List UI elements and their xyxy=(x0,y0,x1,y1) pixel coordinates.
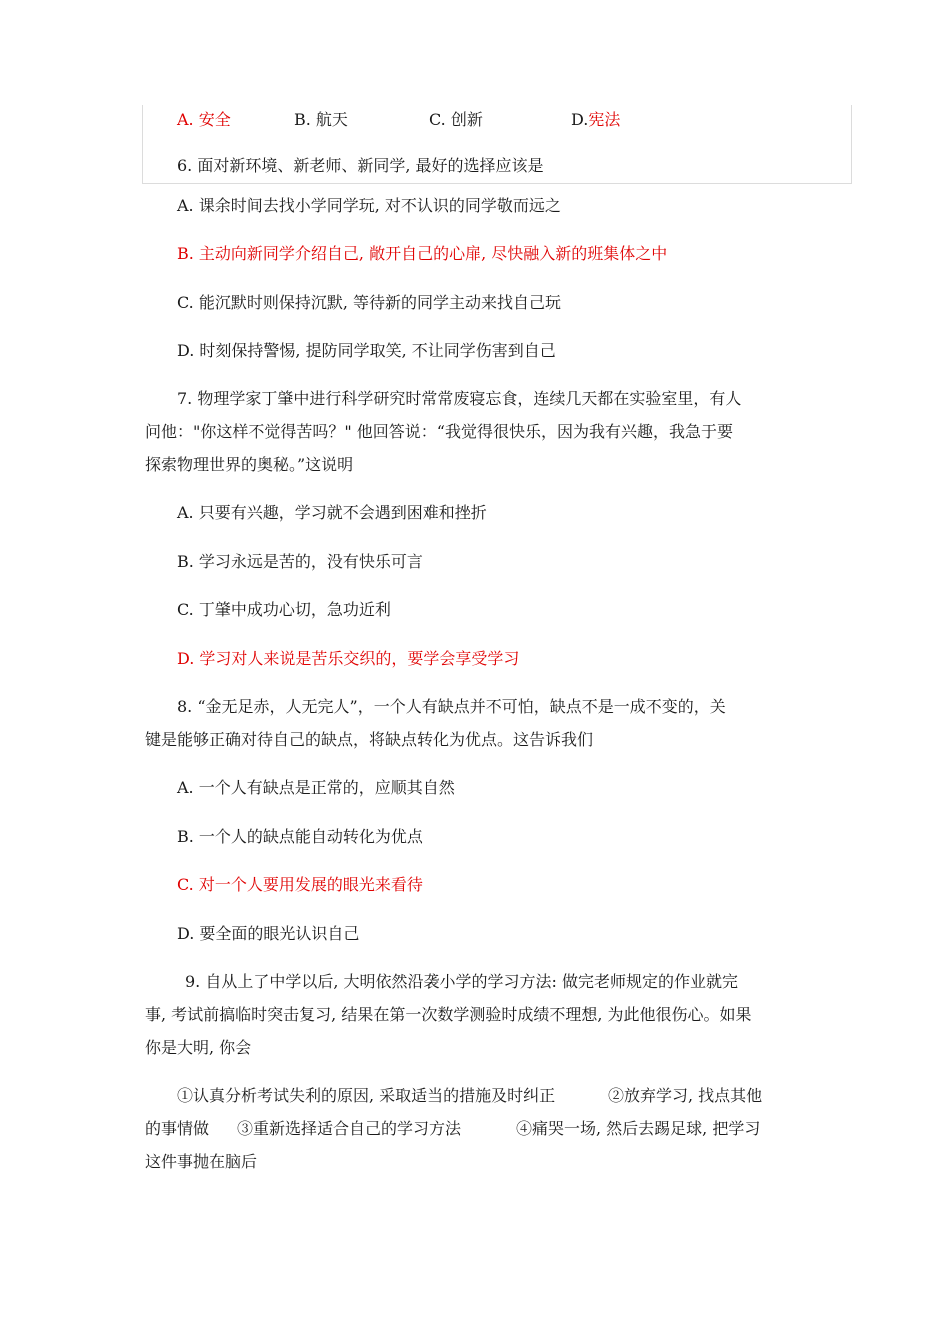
q7-option-a: A. 只要有兴趣，学习就不会遇到困难和挫折 xyxy=(177,503,487,522)
q7-option-d: D. 学习对人来说是苦乐交织的，要学会享受学习 xyxy=(177,649,520,668)
q6-stem: 6. 面对新环境、新老师、新同学, 最好的选择应该是 xyxy=(177,156,544,175)
q5-option-b: B. 航天 xyxy=(294,110,348,129)
q6-option-c: C. 能沉默时则保持沉默, 等待新的同学主动来找自己玩 xyxy=(177,293,562,312)
q5-option-d xyxy=(571,110,620,130)
q9-stem-line-1: 9. 自从上了中学以后, 大明依然沿袭小学的学习方法: 做完老师规定的作业就完 xyxy=(185,972,739,991)
q5-option-c: C. 创新 xyxy=(429,110,483,129)
q9-item-4-start: ④痛哭一场, 然后去踢足球, 把学习 xyxy=(516,1119,761,1138)
q5-option-a: A. 安全 xyxy=(177,110,231,129)
q8-stem-line-1: 8. “金无足赤，人无完人”，一个人有缺点并不可怕，缺点不是一成不变的，关 xyxy=(177,697,726,716)
q9-stem-line-3: 你是大明, 你会 xyxy=(145,1038,252,1057)
q7-stem-line-3: 探索物理世界的奥秘。”这说明 xyxy=(145,455,354,474)
q9-item-1: ①认真分析考试失利的原因, 采取适当的措施及时纠正 xyxy=(177,1086,556,1105)
q6-option-d: D. 时刻保持警惕, 提防同学取笑, 不让同学伤害到自己 xyxy=(177,341,556,360)
q8-stem-line-2: 键是能够正确对待自己的缺点，将缺点转化为优点。这告诉我们 xyxy=(145,730,594,749)
q8-option-c: C. 对一个人要用发展的眼光来看待 xyxy=(177,875,423,894)
q6-option-b: B. 主动向新同学介绍自己, 敞开自己的心扉, 尽快融入新的班集体之中 xyxy=(177,244,668,263)
q9-item-2-end: 的事情做 xyxy=(145,1119,210,1138)
q8-option-a: A. 一个人有缺点是正常的，应顺其自然 xyxy=(177,778,455,797)
q9-item-3: ③重新选择适合自己的学习方法 xyxy=(237,1119,462,1138)
q8-option-d: D. 要全面的眼光认识自己 xyxy=(177,924,360,943)
q7-option-c: C. 丁肇中成功心切，急功近利 xyxy=(177,600,391,619)
q7-option-b: B. 学习永远是苦的，没有快乐可言 xyxy=(177,552,423,571)
q5-option-d-prefix: D. xyxy=(571,110,589,129)
q7-stem-line-2: 问他："你这样不觉得苦吗？" 他回答说：“我觉得很快乐，因为我有兴趣，我急于要 xyxy=(145,422,733,441)
q5-option-d-text: 宪法 xyxy=(588,110,621,129)
q9-item-2-start: ②放弃学习, 找点其他 xyxy=(608,1086,763,1105)
q9-item-4-end: 这件事抛在脑后 xyxy=(145,1152,258,1171)
q7-stem-line-1: 7. 物理学家丁肇中进行科学研究时常常废寝忘食，连续几天都在实验室里，有人 xyxy=(177,389,742,408)
q9-stem-line-2: 事, 考试前搞临时突击复习, 结果在第一次数学测验时成绩不理想, 为此他很伤心。如果 xyxy=(145,1005,752,1024)
q8-option-b: B. 一个人的缺点能自动转化为优点 xyxy=(177,827,423,846)
q6-option-a: A. 课余时间去找小学同学玩, 对不认识的同学敬而远之 xyxy=(177,196,561,215)
